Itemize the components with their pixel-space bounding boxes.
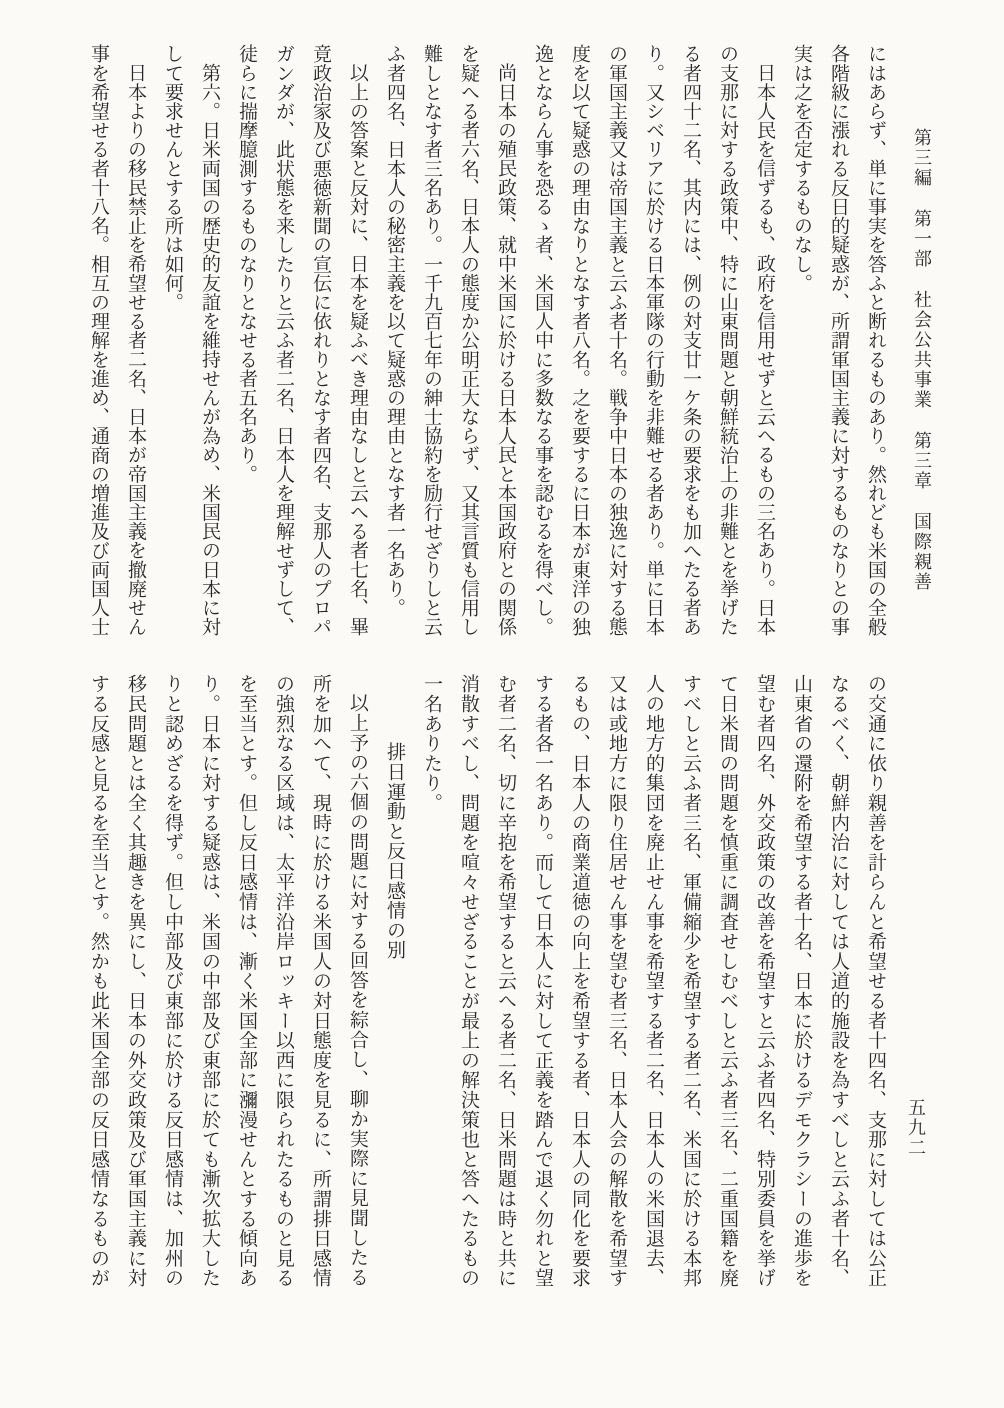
running-head-part-sho: 第三章 (912, 431, 932, 491)
text-column: の交通に依り親善を計らんと希望せる者十四名、支那に対しては公正 (865, 674, 886, 1288)
text-column: 各階級に漲れる反日的疑惑が、所謂軍国主義に対するものなりとの事 (828, 44, 849, 637)
text-column: 事を希望せる者十八名。相互の理解を進め、通商の増進及び両国人士 (88, 44, 109, 637)
text-column: 又は或地方に限り住居せん事を望む者三名、日本人会の解散を希望す (606, 674, 627, 1288)
text-column: 度を以て疑惑の理由なりとなす者八名。之を要するに日本が東洋の独 (569, 44, 590, 637)
text-column: を疑へる者六名、日本人の態度か公明正大ならず、又其言質も信用し (458, 44, 479, 637)
running-head-part-section: 社会公共事業 (912, 290, 932, 410)
text-column: む者二名、切に辛抱を希望すると云へる者二名、日米問題は時と共に (495, 674, 516, 1288)
text-column: ガンダが、此状態を来したりと云ふ者二名、日本人を理解せずして、 (273, 44, 294, 637)
text-column: 一名ありたり。 (421, 674, 442, 813)
running-head-part-hen: 第三編 (912, 128, 932, 188)
text-column: 実は之を否定するものなし。 (791, 44, 812, 293)
top-text-block (70, 44, 894, 644)
bottom-text-block (70, 674, 894, 1300)
text-column: て日米間の問題を慎重に調査せしむべしと云ふ者三名、二重国籍を廃 (717, 674, 738, 1288)
text-column: の軍国主義又は帝国主義と云ふ者十名。戦争中日本の独逸に対する態 (606, 44, 627, 637)
text-column: 竟政治家及び悪徳新聞の宣伝に依れりとなす者四名、支那人のプロパ (310, 44, 331, 637)
text-column: 消散すべし、問題を喧々せざることが最上の解決策也と答へたるもの (458, 674, 479, 1288)
running-head-part-title: 国際親善 (912, 512, 932, 592)
text-column: 以上予の六個の問題に対する回答を綜合し、聊か実際に見聞したる (347, 693, 368, 1287)
running-head-part-bu: 第一部 (912, 209, 932, 269)
text-column: ふ者四名、日本人の秘密主義を以て疑惑の理由となす者一名あり。 (384, 44, 405, 617)
text-column: る者四十二名、其内には、例の対支廿一ケ条の要求をも加へたる者あ (680, 44, 701, 637)
text-column: るもの、日本人の商業道徳の向上を希望する者、日本人の同化を要求 (569, 674, 590, 1288)
text-column: りと認めざるを得ず。但し中部及び東部に於ける反日感情は、加州の (162, 674, 183, 1288)
text-column: 日本よりの移民禁止を希望せる者二名、日本が帝国主義を撤廃せん (125, 63, 146, 636)
page-number: 五九二 (906, 1098, 926, 1158)
text-column: り。日本に対する疑惑は、米国の中部及び東部に於ても漸次拡大した (199, 674, 220, 1288)
text-column: 山東省の還附を希望する者十名、日本に於けるデモクラシーの進歩を (791, 674, 812, 1288)
text-column: の強烈なる区域は、太平洋沿岸ロッキー以西に限られたるものと見る (273, 674, 294, 1288)
text-column: 難しとなす者三名あり。一千九百七年の紳士協約を励行せざりしと云 (421, 44, 442, 637)
text-column: 望む者四名、外交政策の改善を希望すと云ふ者四名、特別委員を挙げ (754, 674, 775, 1288)
text-column: 移民問題とは全く其趣きを異にし、日本の外交政策及び軍国主義に対 (125, 674, 146, 1288)
text-column: して要求せんとする所は如何。 (162, 44, 183, 312)
text-column: 日本人民を信ずるも、政府を信用せずと云へるもの三名あり。日本 (754, 63, 775, 636)
text-column: なるべく、朝鮮内治に対しては人道的施設を為すべしと云ふ者十名、 (828, 674, 849, 1288)
text-column: 逸とならん事を恐るゝ者、米国人中に多数なる事を認むるを得べし。 (532, 44, 553, 637)
text-column: すべしと云ふ者三名、軍備縮少を希望する者二名、米国に於ける本邦 (680, 674, 701, 1288)
text-column: り。又シベリアに於ける日本軍隊の行動を非難せる者あり。単に日本 (643, 44, 664, 637)
text-column: を至当とす。但し反日感情は、漸く米国全部に瀰漫せんとする傾向あ (236, 674, 257, 1288)
text-column: する反感と見るを至当とす。然かも此米国全部の反日感情なるものが (88, 674, 109, 1288)
text-column: 尚日本の殖民政策、就中米国に於ける日本人民と本国政府との関係 (495, 63, 516, 636)
text-column: 所を加へて、現時に於ける米国人の対日態度を見るに、所謂排日感情 (310, 674, 331, 1288)
text-column: 第六。日米両国の歴史的友誼を維持せんが為め、米国民の日本に対 (199, 63, 220, 636)
text-column: にはあらず、単に事実を答ふと断れるものあり。然れども米国の全般 (865, 44, 886, 637)
text-column: 以上の答案と反対に、日本を疑ふべき理由なしと云へる者七名、畢 (347, 63, 368, 636)
section-heading: 排日運動と反日感情の別 (384, 742, 405, 961)
text-column: の支那に対する政策中、特に山東問題と朝鮮統治上の非難とを挙げた (717, 44, 738, 637)
text-column: する者各一名あり。而して日本人に対して正義を踏んで退く勿れと望 (532, 674, 553, 1288)
text-column: 徒らに揣摩臆測するものなりとなせる者五名あり。 (236, 44, 257, 484)
text-column: 人の地方的集団を廃止せん事を希望する者二名、日本人の米国退去、 (643, 674, 664, 1288)
